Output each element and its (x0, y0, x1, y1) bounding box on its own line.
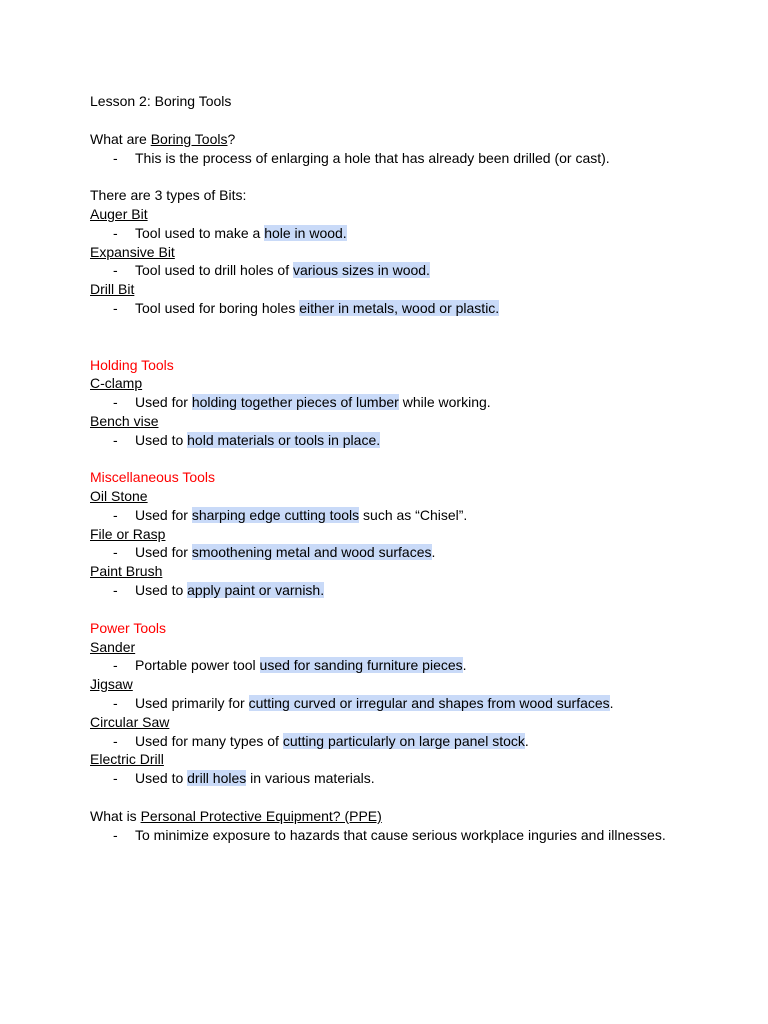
desc-text: . (609, 695, 614, 711)
desc-highlight: apply paint or varnish. (187, 582, 325, 598)
desc-highlight: drill holes (187, 770, 247, 786)
item-desc-drill-bit (135, 299, 499, 317)
item-desc-c-clamp (135, 393, 491, 411)
desc-text: Tool used to drill holes of (135, 262, 293, 278)
bullet-mark: - (113, 582, 118, 598)
desc-highlight: used for sanding furniture pieces (259, 657, 463, 673)
desc-text: in various materials. (246, 770, 375, 786)
term-boring-tools: Boring Tools (150, 131, 228, 147)
lesson-title: Lesson 2: Boring Tools (90, 93, 232, 109)
bullet-mark: - (113, 300, 118, 316)
bullet-mark: - (113, 394, 118, 410)
item-name-drill-bit: Drill Bit (90, 281, 135, 297)
term-ppe: Personal Protective Equipment? (PPE) (140, 808, 382, 824)
item-desc-circular-saw (135, 732, 529, 750)
desc-text: Used primarily for (135, 695, 249, 711)
desc-text: Used to (135, 432, 188, 448)
item-name-auger-bit: Auger Bit (90, 206, 148, 222)
desc-highlight: either in metals, wood or plastic. (299, 300, 500, 316)
heading-power-tools: Power Tools (90, 620, 167, 636)
bullet-mark: - (113, 150, 118, 166)
bullet-mark: - (113, 225, 118, 241)
desc-highlight: hole in wood. (264, 225, 347, 241)
item-desc-oil-stone (135, 506, 467, 524)
bullet-mark: - (113, 544, 118, 560)
bullet-mark: - (113, 507, 118, 523)
item-name-jigsaw: Jigsaw (90, 676, 133, 692)
desc-text: Used for (135, 544, 192, 560)
item-desc-bench-vise (135, 431, 380, 449)
question-prefix: What is (90, 808, 141, 824)
item-desc-paint-brush (135, 581, 324, 599)
bits-intro: There are 3 types of Bits: (90, 187, 247, 203)
desc-highlight: smoothening metal and wood surfaces (191, 544, 432, 560)
bullet-mark: - (113, 262, 118, 278)
item-desc-jigsaw (135, 694, 614, 712)
desc-highlight: sharping edge cutting tools (191, 507, 360, 523)
item-name-circular-saw: Circular Saw (90, 714, 170, 730)
bullet-mark: - (113, 695, 118, 711)
bullet-mark: - (113, 770, 118, 786)
desc-highlight: various sizes in wood. (292, 262, 430, 278)
item-name-paint-brush: Paint Brush (90, 563, 163, 579)
desc-text: . (462, 657, 467, 673)
item-name-oil-stone: Oil Stone (90, 488, 148, 504)
desc-highlight: cutting particularly on large panel stock (282, 733, 525, 749)
desc-text: Tool used to make a (135, 225, 265, 241)
item-name-bench-vise: Bench vise (90, 413, 159, 429)
item-name-file-or-rasp: File or Rasp (90, 526, 166, 542)
bullet-mark: - (113, 733, 118, 749)
desc-text: while working. (398, 394, 491, 410)
desc-text: . (431, 544, 436, 560)
desc-text: Tool used for boring holes (135, 300, 300, 316)
bullet-mark: - (113, 827, 118, 843)
desc-text: Used to (135, 770, 188, 786)
item-desc-auger-bit (135, 224, 347, 242)
boring-tools-definition: This is the process of enlarging a hole that has already been drilled (or cast). (135, 150, 610, 166)
desc-text: Used for (135, 394, 192, 410)
desc-highlight: holding together pieces of lumber (191, 394, 399, 410)
desc-text: Portable power tool (135, 657, 260, 673)
heading-holding-tools: Holding Tools (90, 357, 174, 373)
item-name-c-clamp: C-clamp (90, 375, 143, 391)
question-ppe (90, 807, 382, 825)
item-name-sander: Sander (90, 639, 136, 655)
desc-text: . (524, 733, 529, 749)
desc-text: Used to (135, 582, 188, 598)
desc-text: Used for many types of (135, 733, 283, 749)
item-desc-file-or-rasp (135, 543, 435, 561)
desc-highlight: hold materials or tools in place. (187, 432, 381, 448)
desc-highlight: cutting curved or irregular and shapes from wood surfaces (248, 695, 610, 711)
question-boring-tools (90, 130, 235, 148)
ppe-definition: To minimize exposure to hazards that cause serious workplace inguries and illnesses. (135, 827, 666, 843)
item-desc-electric-drill (135, 769, 375, 787)
item-name-electric-drill: Electric Drill (90, 751, 164, 767)
desc-text: Used for (135, 507, 192, 523)
question-suffix: ? (227, 131, 236, 147)
question-prefix: What are (90, 131, 151, 147)
item-desc-sander (135, 656, 467, 674)
desc-text: such as “Chisel”. (359, 507, 468, 523)
bullet-mark: - (113, 657, 118, 673)
bullet-mark: - (113, 432, 118, 448)
item-name-expansive-bit: Expansive Bit (90, 244, 175, 260)
heading-miscellaneous-tools: Miscellaneous Tools (90, 469, 216, 485)
item-desc-expansive-bit (135, 261, 430, 279)
